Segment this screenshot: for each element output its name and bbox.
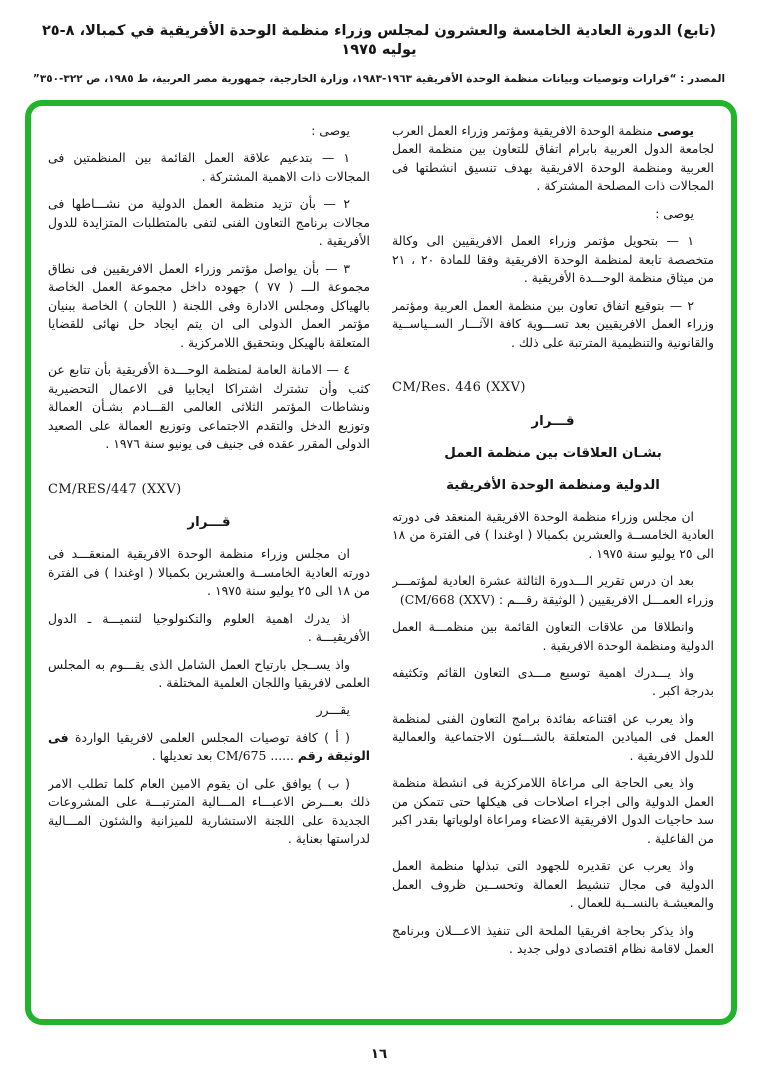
paragraph: ١ — بتدعيم علاقة العمل القائمة بين المنظمتين فى المجالات ذات الاهمية المشتركة . — [48, 150, 370, 184]
paragraph: ( أ ) كافة توصيات المجلس العلمى لافريقيا الواردة فى الوثيقة رقم ...... CM/675 بعد تعديلها . — [48, 729, 370, 764]
paragraph: ان مجلس وزراء منظمة الوحدة الافريقية المنعقد فى دورته العادية الخامســة والعشرين بكمبالا ( اوغندا ) فى الفترة من ١٨ الى ٢٥ يوليو سنة ١٩٧٥ . — [392, 508, 714, 561]
paragraph: واذ يعرب عن اقتناعه بفائدة برامج التعاون الفنى لمنظمة العمل فى الميادين المتعلقة بالشـــئون الاجتماعية والعمالية للدول الافريقية . — [392, 710, 714, 763]
paragraph: يوصى منظمة الوحدة الافريقية ومؤتمر وزراء العمل العرب لجامعة الدول العربية بابرام اتفاق للتعاون بين منظمة العمل العربية ومنظمة الوحدة الافريقية بهدف تنسيق انشطتها فى المجالات ذات المصلحة المشتركة . — [392, 123, 714, 194]
paragraph: ٢ — بتوقيع اتفاق تعاون بين منظمة العمل العربية ومؤتمر وزراء العمل الافريقيين بعد تســـوية كافة الآثـــار الســياســية والقانونية والتنظيمية المترتبة على ذلك . — [392, 297, 714, 350]
standalone-line: يوصى : — [655, 205, 694, 221]
paragraph: واذ يعرب عن تقديره للجهود التى تبذلها منظمة العمل الدولية فى مجال تنشيط العمالة وتحســين ظروف العمل والمعيشـة بالنســبة للعمال . — [392, 858, 714, 911]
document-reference: CM/RES/447 (XXV) — [48, 481, 182, 497]
paragraph: وانطلاقا من علاقات التعاون القائمة بين منظمـــة العمل الدولية ومنظمة الوحدة الافريقية . — [392, 619, 714, 653]
column-left — [48, 122, 370, 1009]
paragraph: ١ — بتحويل مؤتمر وزراء العمل الافريقيين الى وكالة متخصصة تابعة لمنظمة الوحدة الافريقية وفقا للمادة ٢٠ ، ٢١ من ميثاق منظمة الوحـــدة الأفريقية . — [392, 233, 714, 286]
page-header — [0, 22, 758, 85]
paragraph: بعد ان درس تقرير الـــدورة الثالثة عشرة العادية لمؤتمـــر وزراء العمـــل الافريقيين ( الوثيقة رقـــم : (CM/668 (XXV) — [392, 573, 714, 607]
paragraph: ( ب ) يوافق على ان يقوم الامين العام كلما تطلب الامر ذلك بعـــرض الاعبـــاء المـــالية المترتبـــة على المشروعات الجديدة على اللجنة الاستشارية للميزانية والشئون المـــالية لدراستها بعناية . — [48, 775, 370, 847]
paragraph: واذ يـــدرك اهمية توسيع مـــدى التعاون القائم وتكثيفه بدرجة اكبر . — [392, 664, 714, 699]
content-frame — [25, 100, 737, 1025]
document-title: (تابع) الدورة العادية الخامسة والعشرون لمجلس وزراء منظمة الوحدة الأفريقية في كمبالا، ٨-٢٥ يوليه ١٩٧٥ — [41, 23, 717, 58]
column-right — [392, 122, 714, 1009]
resolution-heading: قـــرار — [531, 413, 575, 429]
paragraph: واذ يذكر بحاجة افريقيا الملحة الى تنفيذ الاعـــلان وبرنامج العمل لاقامة نظام اقتصادى دولى جديد . — [392, 922, 714, 957]
resolution-heading: قـــرار — [187, 515, 231, 531]
standalone-line: يوصى : — [311, 123, 350, 138]
paragraph: واذ يعى الحاجة الى مراعاة اللامركزية فى انشطة منظمة العمل الدولية والى اجراء اصلاحات فى هيكلها حتى تتمكن من سد حاجيات الدول الافريقية الاعضاء ومراعاة اولوياتها بقدر اكبر من الفاعلية . — [392, 775, 714, 846]
two-column-layout — [48, 122, 714, 1009]
paragraph: واذ يســجل بارتياح العمل الشامل الذى يقـــوم به المجلس العلمى لافريقيا واللجان العلمية المختلفة . — [48, 656, 370, 690]
paragraph: ٢ — بأن تزيد منظمة العمل الدولية من نشـــاطها فى مجالات برنامج التعاون الفنى لتفى بالمتطلبات المتزايدة للدول الأفريقية . — [48, 196, 370, 249]
document-reference: CM/Res. 446 (XXV) — [392, 380, 526, 396]
page-number: ١٦ — [370, 1046, 388, 1062]
standalone-line: يقـــرر — [316, 702, 350, 718]
paragraph: اذ يدرك اهمية العلوم والتكنولوجيا لتنميـــة ـ الدول الأفريقيـــة . — [48, 610, 370, 645]
paragraph: ٣ — بأن يواصل مؤتمر وزراء العمل الافريقيين فى نطاق مجموعة الـــ ( ٧٧ ) جهوده داخل مجموعة العمل الخاصة بالهياكل ومجلس الادارة وفى اللجنة ( اللجان ) الخاصة ببنيان مؤتمر العمل الدولى الى ان يتم ايجاد حل نهائى للقضايا المتعلقة بالهيكل وبتحقيق اللامركزية . — [48, 260, 370, 350]
document-source-line: المصدر : “قرارات وتوصيات وبيانات منظمة الوحدة الأفريقية ١٩٦٣-١٩٨٣، وزارة الخارجية، جمهورية مصر العربية، ط ١٩٨٥، ص ٣٢٢-٣٥٠” — [32, 72, 726, 85]
resolution-heading: بشـان العلاقات بين منظمة العمل — [444, 445, 662, 461]
paragraph: ٤ — الامانة العامة لمنظمة الوحـــدة الأفريقية بأن تتابع عن كثب وأن تشترك اشتراكا ايجابيا فى الاعمال التحضيرية ونشاطات المؤتمر الثلاثى العالمى القـــادم بشـأن العمالة وتوزيع الدخل والتقدم الاجتماعى وتوزيع العمالة على الصعيد الدولى المقرر عقده فى جنيف فى يونيو سنة ١٩٧٦ . — [48, 362, 370, 452]
resolution-heading: الدولية ومنظمة الوحدة الأفريقية — [446, 477, 660, 493]
paragraph: ان مجلس وزراء منظمة الوحدة الافريقية المنعقـــد فى دورته العادية الخامســة والعشرين بكمبالا ( اوغندا ) فى الفترة من ١٨ الى ٢٥ يوليو سنة ١٩٧٥ . — [48, 546, 370, 599]
